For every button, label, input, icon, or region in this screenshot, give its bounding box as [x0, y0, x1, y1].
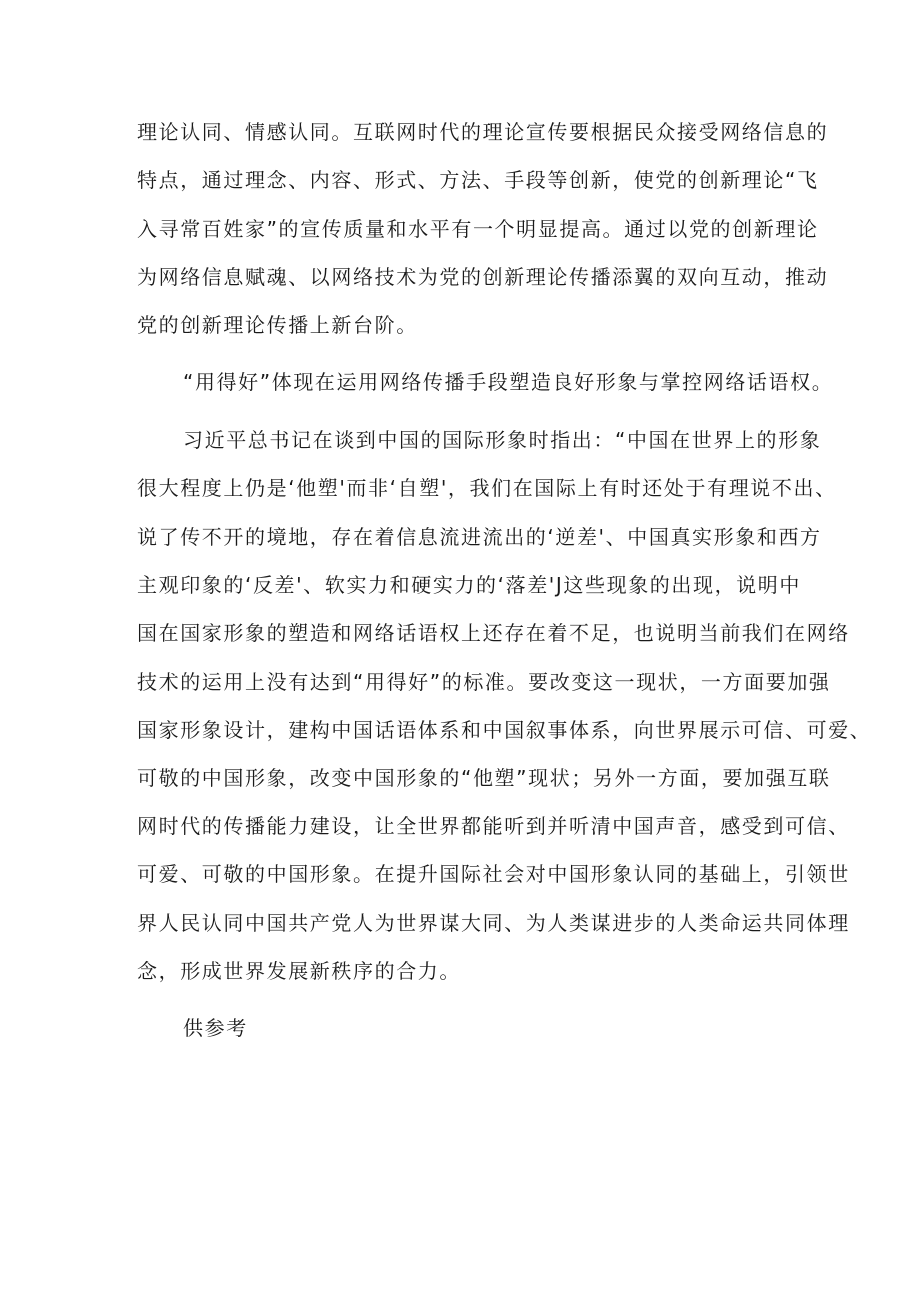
text-line: 可爱、可敬的中国形象。在提升国际社会对中国形象认同的基础上，引领世 [137, 862, 850, 886]
text-line: 供参考 [183, 1016, 248, 1040]
text-line: 界人民认同中国共产党人为世界谋大同、为人类谋进步的人类命运共同体理 [137, 911, 850, 935]
text-line: 习近平总书记在谈到中国的国际形象时指出：“中国在世界上的形象 [183, 428, 822, 452]
text-line: 可敬的中国形象，改变中国形象的“他塑”现状；另外一方面，要加强互联 [137, 766, 831, 790]
text-line: 念，形成世界发展新秩序的合力。 [137, 959, 461, 983]
text-line: 入寻常百姓家”的宣传质量和水平有一个明显提高。通过以党的创新理论 [137, 217, 819, 241]
text-line: 党的创新理论传播上新台阶。 [137, 313, 418, 337]
text-line: 技术的运用上没有达到“用得好”的标准。要改变这一现状，一方面要加强 [137, 670, 831, 694]
text-line: 为网络信息赋魂、以网络技术为党的创新理论传播添翼的双向互动，推动 [137, 265, 829, 289]
text-line: 网时代的传播能力建设，让全世界都能听到并听清中国声音，感受到可信、 [137, 814, 850, 838]
text-line: “用得好”体现在运用网络传播手段塑造良好形象与掌控网络话语权。 [183, 370, 834, 394]
text-line: 说了传不开的境地，存在着信息流进流出的‘逆差'、中国真实形象和西方 [137, 525, 822, 549]
text-line: 理论认同、情感认同。互联网时代的理论宣传要根据民众接受网络信息的 [137, 120, 829, 144]
text-line: 国家形象设计，建构中国话语体系和中国叙事体系，向世界展示可信、可爱、 [137, 718, 872, 742]
text-line: 特点，通过理念、内容、形式、方法、手段等创新，使党的创新理论“飞 [137, 168, 819, 192]
text-line: 很大程度上仍是‘他塑'而非‘自塑'，我们在国际上有时还处于有理说不出、 [137, 476, 837, 500]
text-line: 主观印象的‘反差'、软实力和硬实力的‘落差'J这些现象的出现，说明中 [137, 573, 802, 597]
text-line: 国在国家形象的塑造和网络话语权上还存在着不足，也说明当前我们在网络 [137, 621, 850, 645]
